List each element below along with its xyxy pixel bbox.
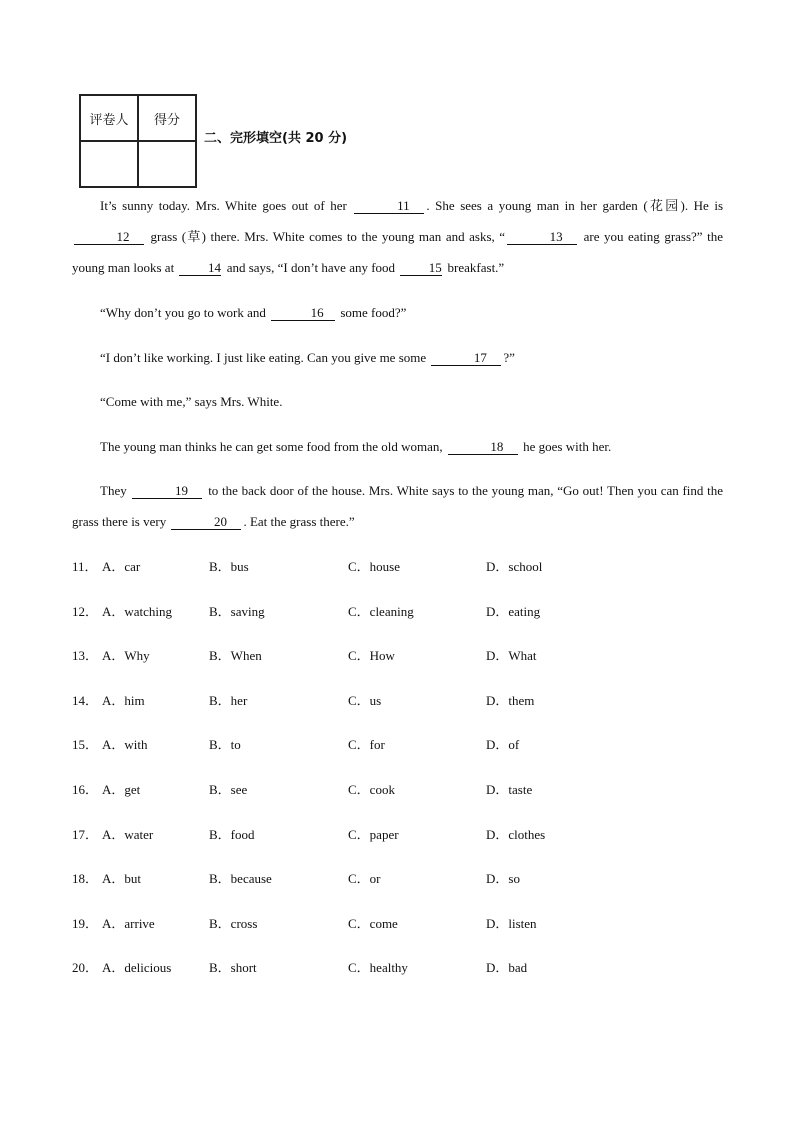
question-number: 14．	[72, 692, 99, 708]
option-c[interactable]: C．cleaning	[348, 603, 414, 619]
paragraph-2: “Why don’t you go to work and 16 some food?”	[100, 305, 407, 320]
score-cell[interactable]	[138, 141, 196, 187]
option-c[interactable]: C．house	[348, 559, 401, 574]
question-number: 13．	[72, 648, 99, 664]
option-d[interactable]: D．so	[486, 871, 520, 887]
blank-13[interactable]: 13	[507, 229, 577, 245]
option-d[interactable]: D．What	[486, 648, 537, 664]
option-c[interactable]: C．us	[348, 692, 382, 708]
question-number: 16．	[72, 781, 99, 797]
option-c[interactable]: C．How	[348, 648, 395, 664]
option-c[interactable]: C．or	[348, 871, 381, 887]
option-d[interactable]: D．them	[486, 692, 535, 708]
blank-18[interactable]: 18	[448, 439, 518, 455]
option-d[interactable]: D．clothes	[486, 826, 546, 842]
question-row	[72, 597, 723, 642]
option-b[interactable]: B．bus	[209, 559, 249, 574]
blank-11[interactable]: 11	[354, 198, 424, 214]
question-row	[72, 864, 723, 909]
option-a[interactable]: A．him	[102, 692, 145, 708]
option-a[interactable]: A．get	[102, 781, 141, 797]
question-row	[72, 552, 723, 597]
blank-17[interactable]: 17	[431, 350, 501, 366]
option-c[interactable]: C．healthy	[348, 960, 408, 976]
option-d[interactable]: D．listen	[486, 915, 537, 931]
question-number: 17．	[72, 826, 99, 842]
option-a[interactable]: A．with	[102, 737, 148, 753]
paragraph-1: It’s sunny today. Mrs. White goes out of her 11 . She sees a young man in her garden (花园). He is 12 grass (草) there. Mrs. White comes to the young man and asks, “ 13 are you eating grass?” the young man looks at 14 and says, “I don’t have any food 15 breakfast.”	[72, 198, 724, 275]
option-b[interactable]: B．short	[209, 960, 257, 976]
score-label: 得分	[138, 95, 196, 141]
option-d[interactable]: D．taste	[486, 781, 533, 797]
question-row	[72, 641, 723, 686]
option-b[interactable]: B．see	[209, 781, 248, 797]
option-c[interactable]: C．for	[348, 737, 385, 753]
option-a[interactable]: A．car	[102, 559, 141, 574]
option-d[interactable]: D．of	[486, 737, 520, 753]
option-a[interactable]: A．but	[102, 871, 142, 887]
blank-14[interactable]: 14	[179, 260, 221, 276]
question-row	[72, 730, 723, 775]
option-a[interactable]: A．delicious	[102, 960, 172, 976]
option-a[interactable]: A．Why	[102, 648, 150, 664]
blank-16[interactable]: 16	[271, 305, 335, 321]
option-b[interactable]: B．cross	[209, 915, 258, 931]
question-row	[72, 953, 723, 998]
blank-20[interactable]: 20	[171, 514, 241, 530]
answer-options	[72, 552, 723, 998]
option-b[interactable]: B．When	[209, 648, 262, 664]
option-d[interactable]: D．eating	[486, 603, 541, 619]
question-row	[72, 686, 723, 731]
paragraph-6: They 19 to the back door of the house. Mrs. White says to the young man, “Go out! Then you can find the grass there is very 20 . Eat the grass there.”	[72, 483, 724, 529]
paragraph-4: “Come with me,” says Mrs. White.	[100, 394, 283, 409]
blank-12[interactable]: 12	[74, 229, 144, 245]
question-row	[72, 820, 723, 865]
question-number: 15．	[72, 737, 99, 753]
option-c[interactable]: C．cook	[348, 781, 395, 797]
question-row	[72, 909, 723, 954]
score-box	[79, 94, 197, 188]
question-row	[72, 775, 723, 820]
question-number: 20．	[72, 960, 99, 976]
option-b[interactable]: B．saving	[209, 603, 265, 619]
grader-label: 评卷人	[80, 95, 138, 141]
option-d[interactable]: D．school	[486, 559, 543, 574]
grader-cell[interactable]	[80, 141, 138, 187]
option-a[interactable]: A．water	[102, 826, 154, 842]
option-a[interactable]: A．arrive	[102, 915, 155, 931]
option-c[interactable]: C．come	[348, 915, 398, 931]
option-d[interactable]: D．bad	[486, 960, 528, 976]
section-title: 二、完形填空(共 20 分)	[204, 131, 348, 146]
question-number: 12．	[72, 603, 99, 619]
blank-15[interactable]: 15	[400, 260, 442, 276]
option-b[interactable]: B．to	[209, 737, 241, 753]
option-b[interactable]: B．her	[209, 692, 248, 708]
question-number: 11．	[72, 559, 98, 574]
option-b[interactable]: B．because	[209, 871, 272, 887]
option-c[interactable]: C．paper	[348, 826, 399, 842]
question-number: 19．	[72, 915, 99, 931]
question-number: 18．	[72, 871, 99, 887]
paragraph-3: “I don’t like working. I just like eating. Can you give me some 17 ?”	[100, 350, 515, 365]
blank-19[interactable]: 19	[132, 483, 202, 499]
paragraph-5: The young man thinks he can get some food from the old woman, 18 he goes with her.	[100, 439, 612, 454]
option-a[interactable]: A．watching	[102, 603, 173, 619]
option-b[interactable]: B．food	[209, 826, 255, 842]
